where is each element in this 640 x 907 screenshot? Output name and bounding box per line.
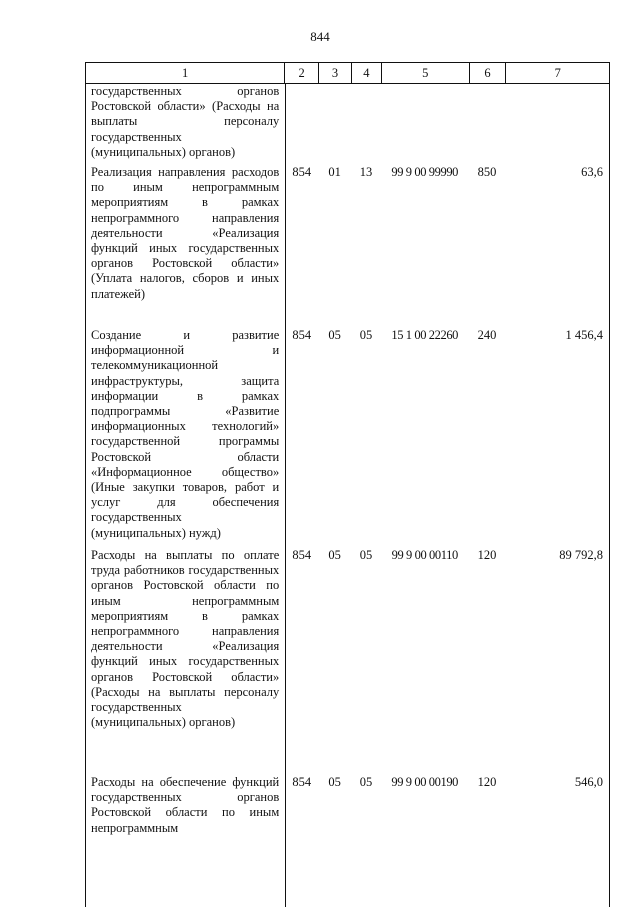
table-row [86, 327, 609, 547]
page-number: 844 [310, 29, 330, 44]
cell-expense-type: 240 [477, 328, 497, 342]
header-col-5: 5 [381, 63, 469, 83]
table-row [86, 164, 609, 327]
cell-target-article: 99 9 00 00110 [391, 548, 458, 562]
header-col-6: 6 [469, 63, 506, 83]
cell-section: 05 [328, 548, 341, 562]
row-description: Расходы на выплаты по оплате труда работников государственных органов Ростовской области по иным непрограммным мероприятиям в рамках непрограммного направления деятельности «Реализация функций иных государственных органов Ростовской области» (Расходы на выплаты персоналу государственных (муниципальных) органов) [91, 548, 280, 730]
cell-target-article [381, 84, 469, 164]
cell-amount [505, 84, 609, 164]
cell-chapter: 854 [292, 165, 312, 179]
cell-subsection: 05 [359, 548, 373, 562]
cell-chapter: 854 [292, 548, 312, 562]
table-row [86, 84, 609, 164]
row-description: Создание и развитие информационной и телекоммуникационной инфраструктуры, защита информации в рамках подпрограммы «Развитие информационных технологий» государственной программы Ростовской области «Информационное общество» (Иные закупки товаров, работ и услуг для обеспечения государственных (муниципальных) нужд) [91, 328, 280, 540]
cell-section: 05 [328, 328, 341, 342]
cell-expense-type: 120 [477, 548, 497, 562]
cell-amount: 1 456,4 [565, 328, 603, 342]
cell-subsection: 13 [359, 165, 373, 179]
cell-amount: 89 792,8 [559, 548, 603, 562]
cell-section: 01 [328, 165, 341, 179]
header-col-7: 7 [505, 63, 609, 83]
header-col-1: 1 [181, 65, 189, 80]
cell-expense-type: 120 [477, 775, 497, 789]
header-col-3: 3 [318, 63, 351, 83]
row-description: государственных органов Ростовской области» (Расходы на выплаты персоналу государственных (муниципальных) органов) [91, 84, 280, 159]
cell-amount: 546,0 [574, 775, 603, 789]
table-row [86, 774, 609, 844]
cell-expense-type [469, 84, 506, 164]
cell-chapter [285, 84, 318, 164]
cell-target-article: 15 1 00 22260 [391, 328, 459, 342]
cell-section: 05 [328, 775, 341, 789]
cell-subsection: 05 [359, 775, 373, 789]
cell-subsection [351, 84, 381, 164]
cell-target-article: 99 9 00 00190 [391, 775, 459, 789]
cell-amount: 63,6 [581, 165, 603, 179]
cell-chapter: 854 [292, 328, 312, 342]
table-row [86, 547, 609, 774]
cell-section [318, 84, 351, 164]
cell-expense-type: 850 [477, 165, 497, 179]
column-divider [285, 84, 286, 907]
cell-target-article: 99 9 00 99990 [391, 165, 459, 179]
table-body [85, 84, 610, 907]
cell-chapter: 854 [292, 775, 312, 789]
row-description: Расходы на обеспечение функций государственных органов Ростовской области по иным непрограммным [91, 775, 280, 835]
header-col-4: 4 [351, 63, 381, 83]
cell-subsection: 05 [359, 328, 373, 342]
budget-table [85, 62, 610, 907]
row-description: Реализация направления расходов по иным непрограммным мероприятиям в рамках непрограммного направления деятельности «Реализация функций иных государственных органов Ростовской области» (Уплата налогов, сборов и иных платежей) [91, 165, 280, 301]
header-col-2: 2 [284, 63, 318, 83]
table-header [85, 62, 610, 84]
